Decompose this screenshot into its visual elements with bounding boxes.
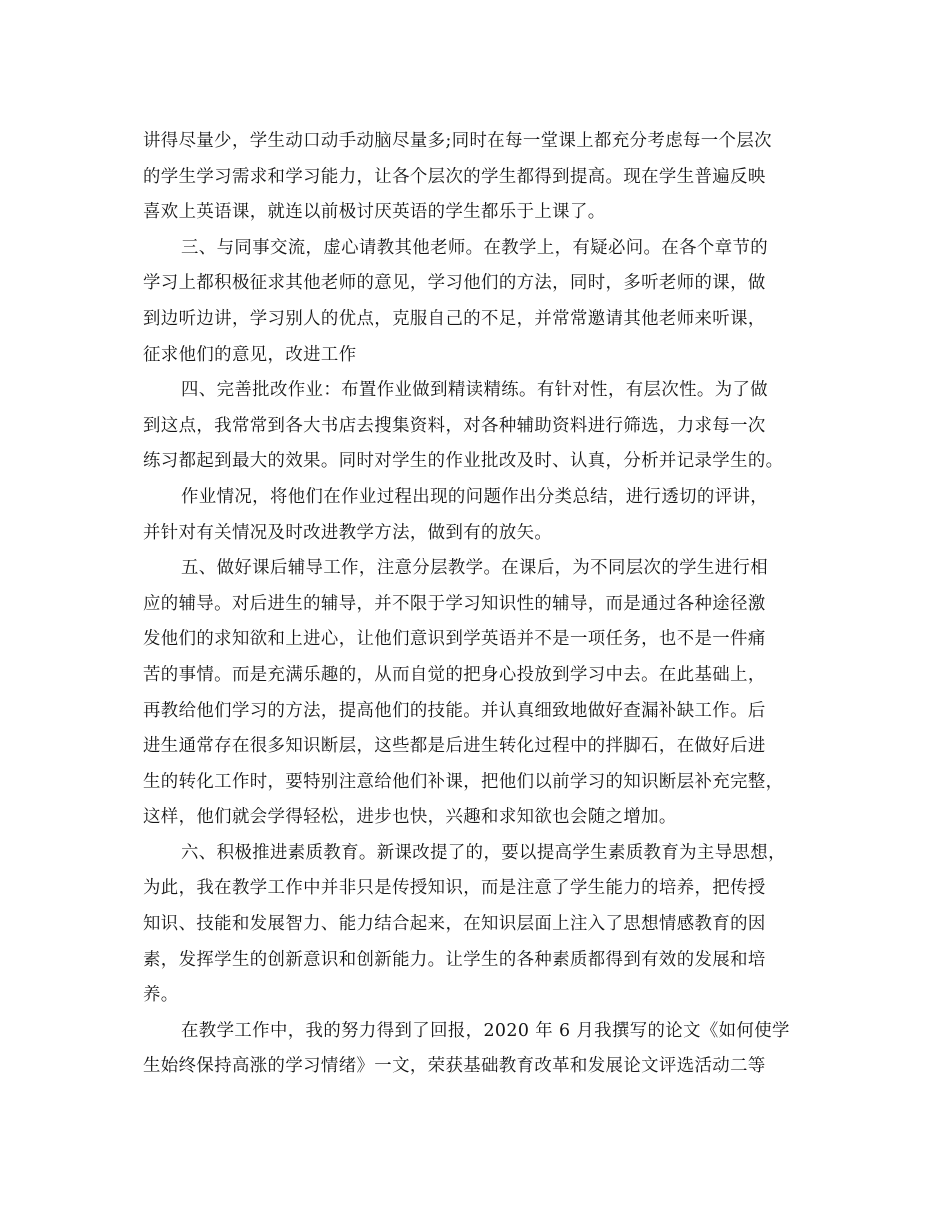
text-line: 四、完善批改作业：布置作业做到精读精练。有针对性，有层次性。为了做 — [181, 380, 769, 401]
text-line: 再教给他们学习的方法，提高他们的技能。并认真细致地做好查漏补缺工作。后 — [143, 700, 766, 721]
text-line: 讲得尽量少，学生动口动手动脑尽量多;同时在每一堂课上都充分考虑每一个层次 — [143, 131, 772, 151]
text-line: 作业情况，将他们在作业过程出现的问题作出分类总结，进行透切的评讲， — [181, 486, 769, 507]
text-line: 苦的事情。而是充满乐趣的，从而自觉的把身心投放到学习中去。在此基础上， — [143, 664, 766, 685]
text-line: 发他们的求知欲和上进心，让他们意识到学英语并不是一项任务，也不是一件痛 — [143, 629, 766, 650]
paragraph-quality-education — [143, 836, 807, 1014]
text-line: 练习都起到最大的效果。同时对学生的作业批改及时、认真，分析并记录学生的。 — [143, 451, 784, 472]
text-line: 素，发挥学生的创新意识和创新能力。让学生的各种素质都得到有效的发展和培 — [143, 949, 766, 970]
paragraph-achievements — [143, 1014, 807, 1085]
text-line: 这样，他们就会学得轻松，进步也快，兴趣和求知欲也会随之增加。 — [143, 807, 677, 828]
paragraph-continued — [143, 124, 807, 231]
text-line: 并针对有关情况及时改进教学方法，做到有的放矢。 — [143, 522, 553, 543]
paragraph-after-class-tutoring — [143, 551, 807, 836]
paragraph-homework-correction — [143, 373, 807, 480]
text-line: 的学生学习需求和学习能力，让各个层次的学生都得到提高。现在学生普遍反映 — [143, 166, 766, 187]
text-line: 三、与同事交流，虚心请教其他老师。在教学上，有疑必问。在各个章节的 — [181, 237, 769, 258]
text-line: 养。 — [143, 985, 179, 1006]
text-line: 在教学工作中，我的努力得到了回报，2020 年 6 月我撰写的论文《如何使学 — [181, 1020, 790, 1041]
text-line: 学习上都积极征求其他老师的意见，学习他们的方法，同时，多听老师的课，做 — [143, 273, 766, 294]
paragraph-colleague-exchange — [143, 231, 807, 373]
text-line: 到边听边讲，学习别人的优点，克服自己的不足，并常常邀请其他老师来听课， — [143, 308, 766, 329]
text-line: 生始终保持高涨的学习情绪》一文，荣获基础教育改革和发展论文评选活动二等 — [143, 1056, 766, 1077]
text-line: 生的转化工作时，要特别注意给他们补课，把他们以前学习的知识断层补充完整， — [143, 771, 784, 792]
text-line: 六、积极推进素质教育。新课改提了的，要以提高学生素质教育为主导思想， — [181, 842, 786, 863]
paragraph-homework-situation — [143, 480, 807, 551]
text-line: 应的辅导。对后进生的辅导，并不限于学习知识性的辅导，而是通过各种途径激 — [143, 593, 766, 614]
document-body — [143, 124, 807, 1085]
text-line: 征求他们的意见，改进工作 — [143, 344, 357, 365]
text-line: 到这点，我常常到各大书店去搜集资料，对各种辅助资料进行筛选，力求每一次 — [143, 415, 766, 436]
text-line: 喜欢上英语课，就连以前极讨厌英语的学生都乐于上课了。 — [143, 202, 606, 223]
text-line: 知识、技能和发展智力、能力结合起来，在知识层面上注入了思想情感教育的因 — [143, 914, 766, 935]
text-line: 为此，我在教学工作中并非只是传授知识，而是注意了学生能力的培养，把传授 — [143, 878, 766, 899]
text-line: 进生通常存在很多知识断层，这些都是后进生转化过程中的拌脚石，在做好后进 — [143, 736, 766, 757]
text-line: 五、做好课后辅导工作，注意分层教学。在课后，为不同层次的学生进行相 — [181, 558, 769, 579]
